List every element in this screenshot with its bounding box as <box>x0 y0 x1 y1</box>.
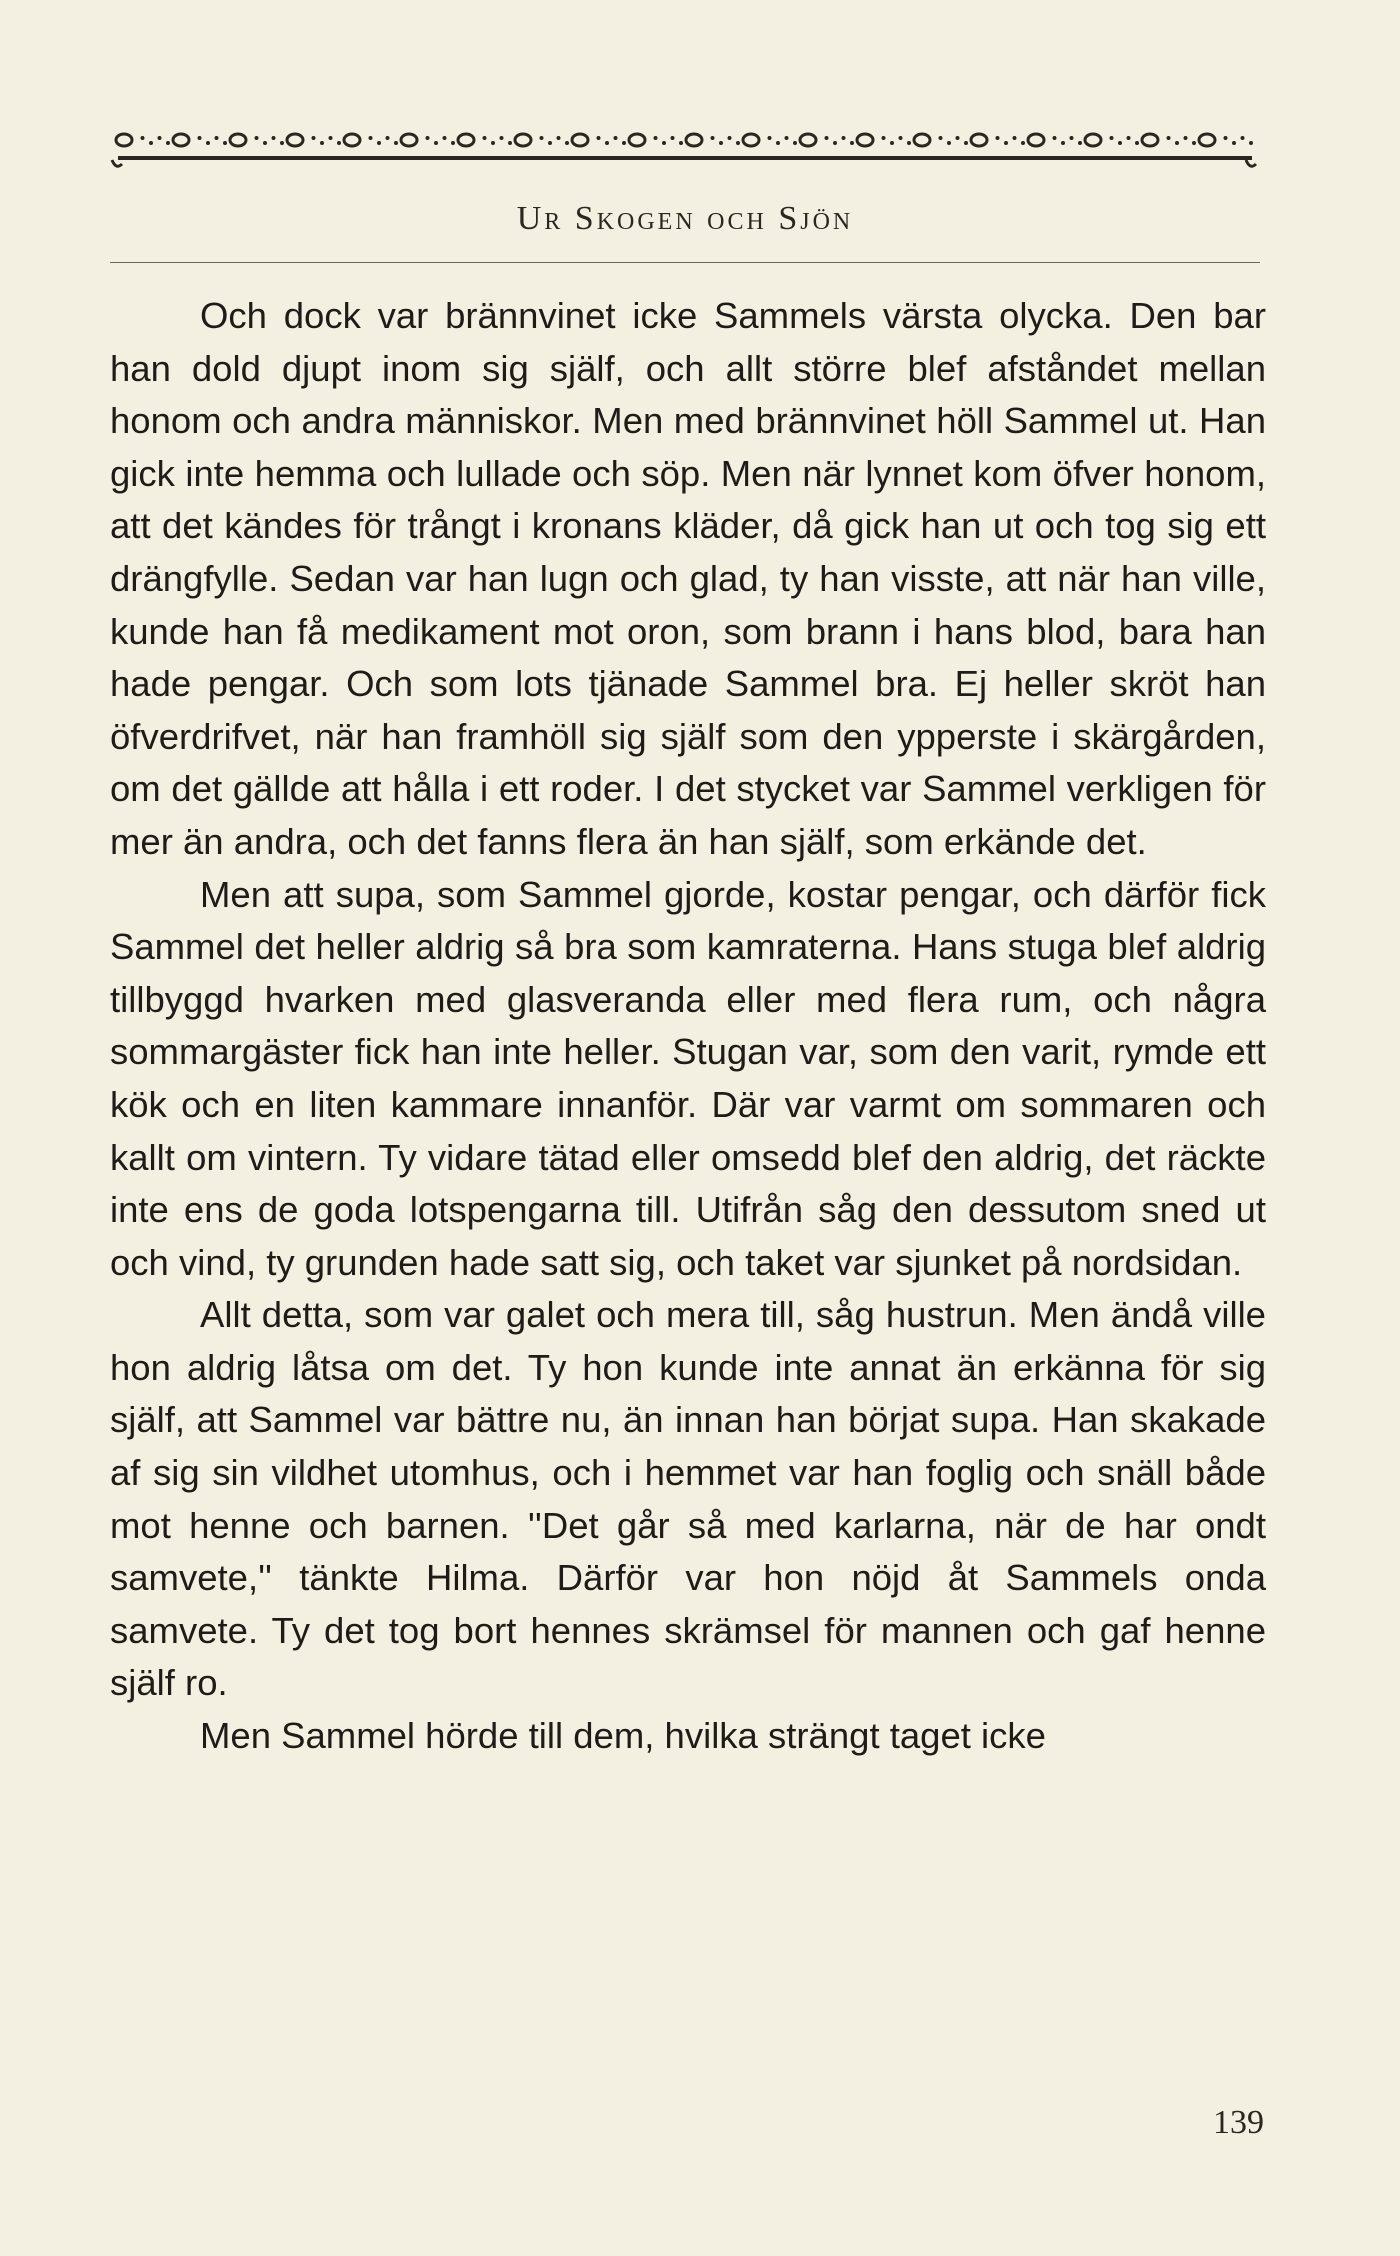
main-text <box>110 290 1266 1763</box>
header-divider <box>110 262 1260 263</box>
paragraph: Allt detta, som var galet och mera till, såg hustrun. Men ändå ville hon aldrig låtsa om det. Ty hon kunde inte annat än erkänna för sig själf, att Sammel var bättre nu, än innan han börjat supa. Han skakade af sig sin vildhet utomhus, och i hemmet var han foglig och snäll både mot henne och barnen. ''Det går så med karlarna, när de har ondt samvete,'' tänkte Hilma. Därför var hon nöjd åt Sammels onda samvete. Ty det tog bort hennes skrämsel för mannen och gaf henne själf ro. <box>110 1294 1266 1704</box>
running-header: Ur Skogen och Sjön <box>516 200 854 237</box>
dotted-chain-border-icon <box>110 110 1260 180</box>
paragraph: Men att supa, som Sammel gjorde, kostar pengar, och därför fick Sammel det heller aldrig så bra som kamraterna. Hans stuga blef aldrig tillbyggd hvarken med glasveranda eller med flera rum, och några sommargäster fick han inte heller. Stugan var, som den varit, rymde ett kök och en liten kammare innanför. Där var varmt om sommaren och kallt om vintern. Ty vidare tätad eller omsedd blef den aldrig, det räckte inte ens de goda lotspengarna till. Utifrån såg den dessutom sned ut och vind, ty grunden hade satt sig, och taket var sjunket på nordsidan. <box>110 873 1266 1283</box>
paragraph: Men Sammel hörde till dem, hvilka strängt taget icke <box>200 1715 1046 1757</box>
page-number: 139 <box>1213 2104 1264 2141</box>
paragraph: Och dock var brännvinet icke Sammels värsta olycka. Den bar han dold djupt inom sig själf, och allt större blef afståndet mellan honom och andra människor. Men med brännvinet höll Sammel ut. Han gick inte hemma och lullade och söp. Men när lynnet kom öfver honom, att det kändes för trångt i kronans kläder, då gick han ut och tog sig ett drängfylle. Sedan var han lugn och glad, ty han visste, att när han ville, kunde han få medikament mot oron, som brann i hans blod, bara han hade pengar. Och som lots tjänade Sammel bra. Ej heller skröt han öfverdrifvet, när han framhöll sig själf som den ypperste i skärgården, om det gällde att hålla i ett roder. I det stycket var Sammel verkligen för mer än andra, och det fanns flera än han själf, som erkände det. <box>110 295 1266 862</box>
